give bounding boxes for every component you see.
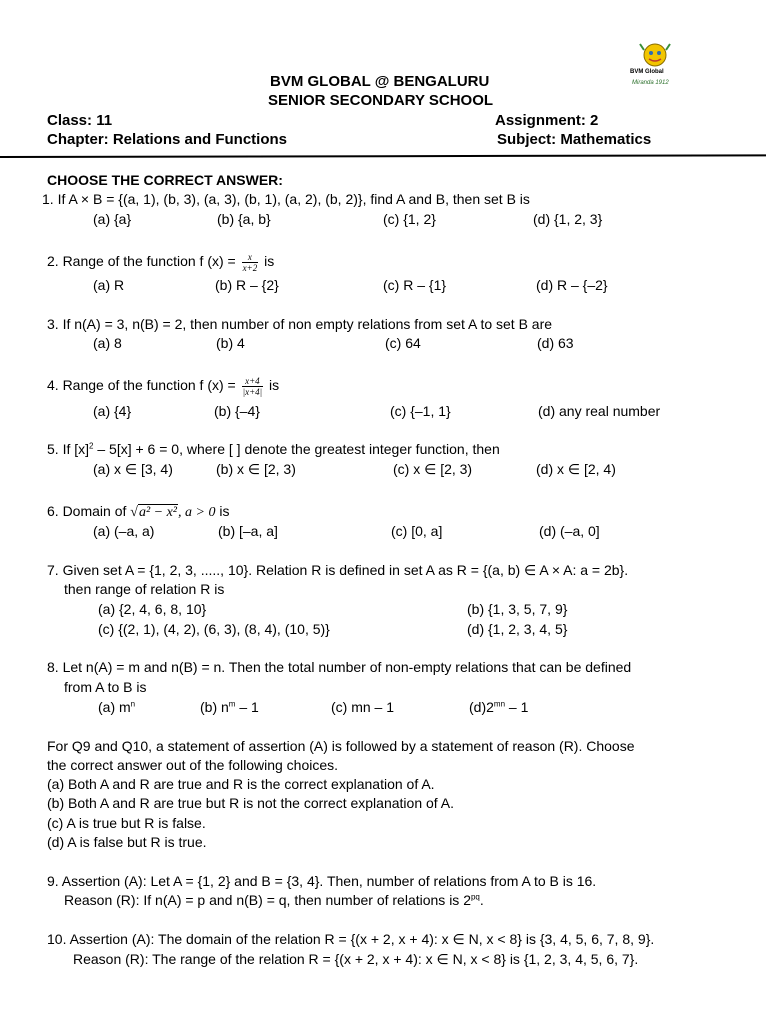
ar-choice-a: (a) Both A and R are true and R is the correct explanation of A. — [47, 776, 435, 792]
section-title: CHOOSE THE CORRECT ANSWER: — [47, 172, 283, 188]
q8-opt-d-sup: mn — [493, 699, 506, 709]
question-1: 1. If A × B = {(a, 1), (b, 3), (a, 3), (b, 1), (a, 2), (b, 2)}, find A and B, then set B is — [42, 191, 530, 207]
question-7-line2: then range of relation R is — [64, 581, 225, 597]
question-8-line2: from A to B is — [64, 679, 147, 695]
q6-option-d: (d) (–a, 0] — [539, 523, 600, 539]
q5-text-a: 5. If [x] — [47, 441, 90, 457]
q5-sup: 2 — [89, 441, 94, 451]
q2-frac-num: x — [242, 252, 259, 263]
q9-reason-sup: pq — [470, 892, 480, 902]
q4-suffix: is — [269, 377, 280, 393]
q4-option-d: (d) any real number — [538, 403, 661, 419]
q6-option-b: (b) [–a, a] — [218, 523, 278, 539]
q8-opt-b-text: (b) n — [200, 699, 229, 715]
q9-reason-end: . — [479, 892, 484, 908]
q5-text-b: – 5[x] + 6 = 0, where [ ] denote the greatest integer function, then — [93, 441, 500, 457]
q7-option-c: (c) {(2, 1), (4, 2), (6, 3), (8, 4), (10, 5)} — [98, 621, 330, 637]
q2-option-b: (b) R – {2} — [215, 277, 279, 293]
q6-condition: , a > 0 — [178, 505, 216, 520]
q7-option-b: (b) {1, 3, 5, 7, 9} — [467, 601, 568, 617]
q2-frac-den: x+2 — [242, 262, 258, 273]
q1-option-a: (a) {a} — [93, 211, 132, 227]
q8-opt-b-tail: – 1 — [235, 699, 259, 715]
q9-reason-text: Reason (R): If n(A) = p and n(B) = q, then number of relations is 2 — [64, 892, 471, 908]
q6-option-a: (a) (–a, a) — [93, 523, 155, 539]
q8-opt-b-sup: m — [228, 699, 236, 709]
question-10-assertion: 10. Assertion (A): The domain of the relation R = {(x + 2, x + 4): x ∈ N, x < 8} is {3, 4, 5, 6, 7, 8, 9}. — [47, 931, 655, 947]
logo-text-bottom: Miranda 1912 — [632, 80, 669, 86]
q4-frac-den: |x+4| — [242, 386, 263, 397]
q2-suffix: is — [264, 253, 275, 269]
question-10-reason: Reason (R): The range of the relation R = {(x + 2, x + 4): x ∈ N, x < 8} is {1, 2, 3, 4, 5, 6, 7}. — [73, 951, 639, 967]
assignment-label: Assignment: 2 — [495, 112, 599, 129]
question-9-reason — [64, 891, 484, 909]
question-3: 3. If n(A) = 3, n(B) = 2, then number of non empty relations from set A to set B are — [47, 316, 553, 332]
q1-option-d: (d) {1, 2, 3} — [533, 211, 603, 227]
ar-intro-line2: the correct answer out of the following choices. — [47, 757, 339, 773]
q4-option-b: (b) {–4} — [214, 403, 260, 419]
q4-fraction — [242, 376, 264, 397]
question-7-line1: 7. Given set A = {1, 2, 3, ....., 10}. Relation R is defined in set A as R = {(a, b) ∈ A × A: a = 2b}. — [47, 562, 629, 578]
q7-option-a: (a) {2, 4, 6, 8, 10} — [98, 601, 207, 617]
ar-choice-b: (b) Both A and R are true but R is not the correct explanation of A. — [47, 795, 455, 811]
q4-frac-num: x+4 — [242, 376, 264, 387]
ar-intro-line1: For Q9 and Q10, a statement of assertion (A) is followed by a statement of reason (R). Choose — [47, 738, 635, 754]
q8-opt-d-text: (d)2 — [469, 699, 494, 715]
q1-option-c: (c) {1, 2} — [383, 211, 436, 227]
class-label: Class: 11 — [47, 112, 113, 129]
q4-option-a: (a) {4} — [93, 403, 132, 419]
q8-option-a — [98, 698, 135, 716]
q6-suffix: is — [215, 503, 230, 519]
q3-option-c: (c) 64 — [385, 335, 421, 351]
q2-prefix: 2. Range of the function f (x) = — [47, 253, 236, 269]
ar-choice-c: (c) A is true but R is false. — [47, 815, 206, 831]
header-divider — [0, 154, 766, 158]
school-name: BVM GLOBAL @ BENGALURU — [270, 73, 490, 90]
logo-text-top: BVM Global — [630, 69, 664, 75]
q3-option-a: (a) 8 — [93, 335, 122, 351]
q6-radicand: a² − x² — [138, 505, 178, 520]
q6-sqrt: √a² − x² — [130, 505, 178, 520]
q3-option-b: (b) 4 — [216, 335, 245, 351]
q5-option-b: (b) x ∈ [2, 3) — [216, 461, 296, 477]
question-6 — [47, 500, 229, 524]
question-9-assertion: 9. Assertion (A): Let A = {1, 2} and B = {3, 4}. Then, number of relations from A to B is 16. — [47, 873, 597, 889]
q7-option-d: (d) {1, 2, 3, 4, 5} — [467, 621, 568, 637]
q8-opt-d-tail: – 1 — [505, 699, 529, 715]
q6-option-c: (c) [0, a] — [391, 523, 443, 539]
chapter-label: Chapter: Relations and Functions — [47, 131, 288, 148]
q5-option-c: (c) x ∈ [2, 3) — [393, 461, 473, 477]
q5-option-d: (d) x ∈ [2, 4) — [536, 461, 616, 477]
q8-option-c: (c) mn – 1 — [331, 699, 395, 715]
q3-option-d: (d) 63 — [537, 335, 574, 351]
q8-opt-a-sup: n — [130, 699, 136, 709]
q5-option-a: (a) x ∈ [3, 4) — [93, 461, 173, 477]
question-4 — [47, 374, 279, 397]
subject-label: Subject: Mathematics — [497, 131, 652, 148]
question-2 — [47, 250, 274, 273]
q4-option-c: (c) {–1, 1} — [390, 403, 451, 419]
q8-option-b — [200, 698, 259, 716]
q8-opt-a-text: (a) m — [98, 699, 131, 715]
q4-prefix: 4. Range of the function f (x) = — [47, 377, 236, 393]
q8-option-d — [469, 698, 528, 716]
q1-option-b: (b) {a, b} — [217, 211, 271, 227]
q2-fraction — [242, 252, 259, 273]
ar-choice-d: (d) A is false but R is true. — [47, 834, 207, 850]
school-subtitle: SENIOR SECONDARY SCHOOL — [268, 92, 494, 109]
q2-option-a: (a) R — [93, 277, 125, 293]
question-8-line1: 8. Let n(A) = m and n(B) = n. Then the total number of non-empty relations that can be defined — [47, 659, 632, 675]
q6-prefix: 6. Domain of — [47, 503, 127, 519]
question-5 — [47, 440, 500, 458]
q2-option-c: (c) R – {1} — [383, 277, 447, 293]
q2-option-d: (d) R – {–2} — [536, 277, 608, 293]
